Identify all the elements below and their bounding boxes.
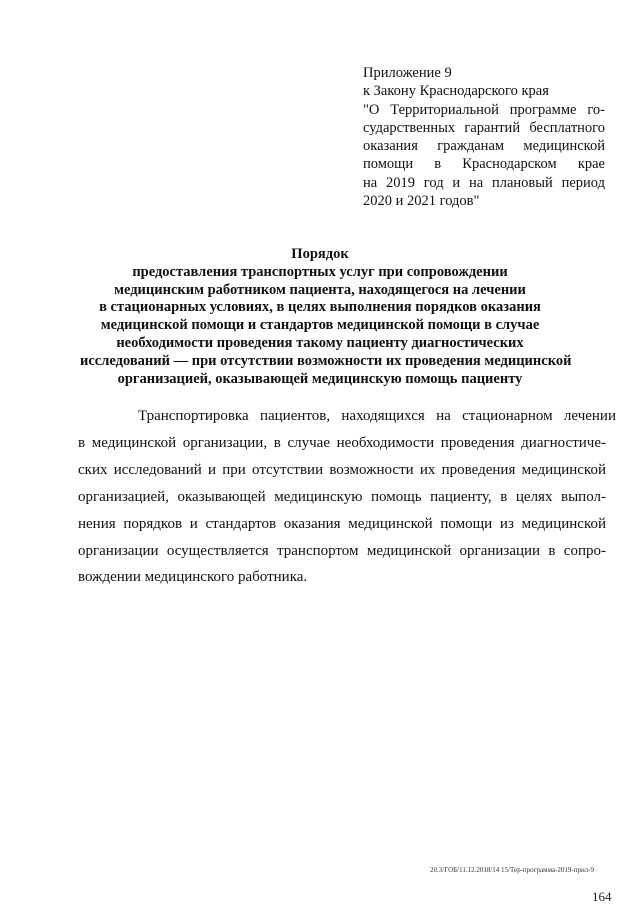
title-line: медицинским работником пациента, находящегося на лечении [114,281,526,298]
annex-block [363,64,605,210]
annex-line: на 2019 год и на плановый период [363,174,605,191]
body-paragraph [78,403,616,591]
annex-line: "О Территориальной программе го- [363,101,605,118]
body-line: вождении медицинского работника. [78,569,308,586]
title-line: в стационарных условиях, в целях выполнения порядков оказания [99,299,541,316]
title-line: организацией, оказывающей медицинскую помощь пациенту [117,370,523,387]
document-title [80,246,572,388]
title-line: предоставления транспортных услуг при сопровождении [132,263,508,280]
annex-line: помощи в Краснодарском крае [363,156,605,173]
title-line: медицинской помощи и стандартов медицинской помощи в случае [100,317,540,334]
title-heading: Порядок [291,246,349,262]
annex-line: 2020 и 2021 годов" [363,193,480,210]
annex-line: сударственных гарантий бесплатного [363,119,605,136]
title-line: необходимости проведения такому пациенту диагностических [116,334,524,351]
footer-document-id: 20.3/ГОБ/11.12.2018/14 15/Тер-программа-2019-прил-9 [430,866,595,874]
body-line: организацией, оказывающей медицинскую помощь пациенту, в целях выпол- [78,488,606,505]
annex-line: Приложение 9 [363,65,452,81]
page-number: 164 [592,889,612,904]
body-line: ских исследований и при отсутствии возможности их проведения медицинской [78,461,606,478]
body-line: в медицинской организации, в случае необходимости проведения диагностиче- [78,434,606,451]
body-line: организации осуществляется транспортом медицинской организации в сопро- [78,542,606,559]
title-line: исследований — при отсутствии возможности их проведения медицинской [80,352,572,369]
body-line: нения порядков и стандартов оказания медицинской помощи из медицинской [78,515,606,532]
body-line: Транспортировка пациентов, находящихся на стационарном лечении [138,408,616,424]
annex-line: к Закону Краснодарского края [363,83,549,100]
annex-line: оказания гражданам медицинской [363,138,605,155]
